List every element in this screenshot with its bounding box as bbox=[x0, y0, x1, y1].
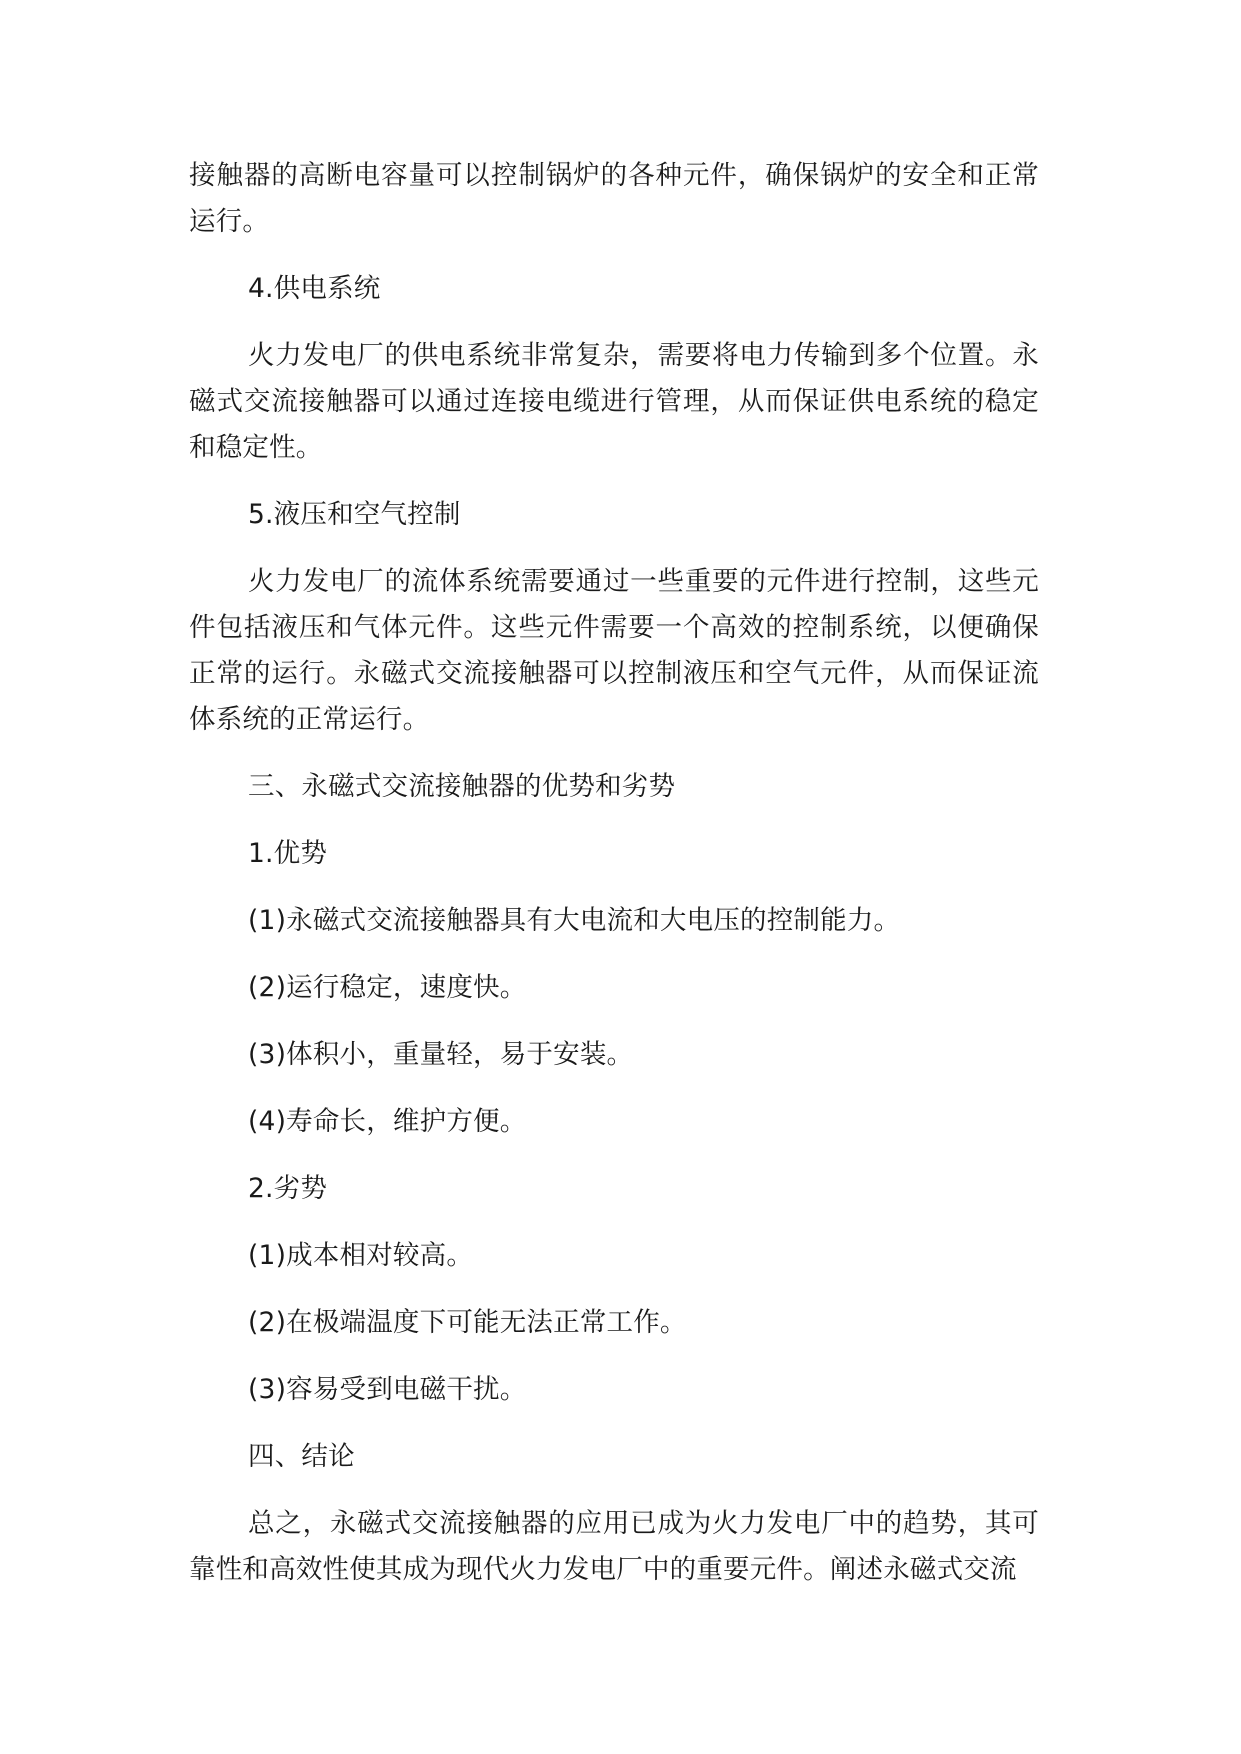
list-item-advantage-4: (4)寿命长，维护方便。 bbox=[248, 1106, 527, 1137]
list-item-advantage-1: (1)永磁式交流接触器具有大电流和大电压的控制能力。 bbox=[248, 905, 901, 936]
subheading-disadvantages: 2.劣势 bbox=[248, 1173, 328, 1204]
list-item-disadvantage-3: (3)容易受到电磁干扰。 bbox=[248, 1374, 527, 1405]
section-heading-pros-cons: 三、永磁式交流接触器的优势和劣势 bbox=[248, 771, 676, 802]
document-body bbox=[189, 153, 1039, 1614]
list-item-disadvantage-1: (1)成本相对较高。 bbox=[248, 1240, 474, 1271]
paragraph-conclusion: 总之，永磁式交流接触器的应用已成为火力发电厂中的趋势，其可靠性和高效性使其成为现代火力发电厂中的重要元件。阐述永磁式交流 bbox=[189, 1508, 1039, 1585]
section-heading-conclusion: 四、结论 bbox=[248, 1441, 355, 1472]
list-item-disadvantage-2: (2)在极端温度下可能无法正常工作。 bbox=[248, 1307, 687, 1338]
subheading-advantages: 1.优势 bbox=[248, 838, 328, 869]
list-item-advantage-3: (3)体积小，重量轻，易于安装。 bbox=[248, 1039, 634, 1070]
paragraph-continuation: 接触器的高断电容量可以控制锅炉的各种元件，确保锅炉的安全和正常运行。 bbox=[189, 160, 1039, 237]
paragraph-power-supply: 火力发电厂的供电系统非常复杂，需要将电力传输到多个位置。永磁式交流接触器可以通过连接电缆进行管理，从而保证供电系统的稳定和稳定性。 bbox=[189, 340, 1039, 463]
heading-power-supply-system: 4.供电系统 bbox=[248, 273, 381, 304]
heading-hydraulic-air-control: 5.液压和空气控制 bbox=[248, 499, 461, 530]
paragraph-hydraulic-air: 火力发电厂的流体系统需要通过一些重要的元件进行控制，这些元件包括液压和气体元件。这些元件需要一个高效的控制系统，以便确保正常的运行。永磁式交流接触器可以控制液压和空气元件，从而保证流体系统的正常运行。 bbox=[189, 566, 1039, 735]
list-item-advantage-2: (2)运行稳定，速度快。 bbox=[248, 972, 527, 1003]
